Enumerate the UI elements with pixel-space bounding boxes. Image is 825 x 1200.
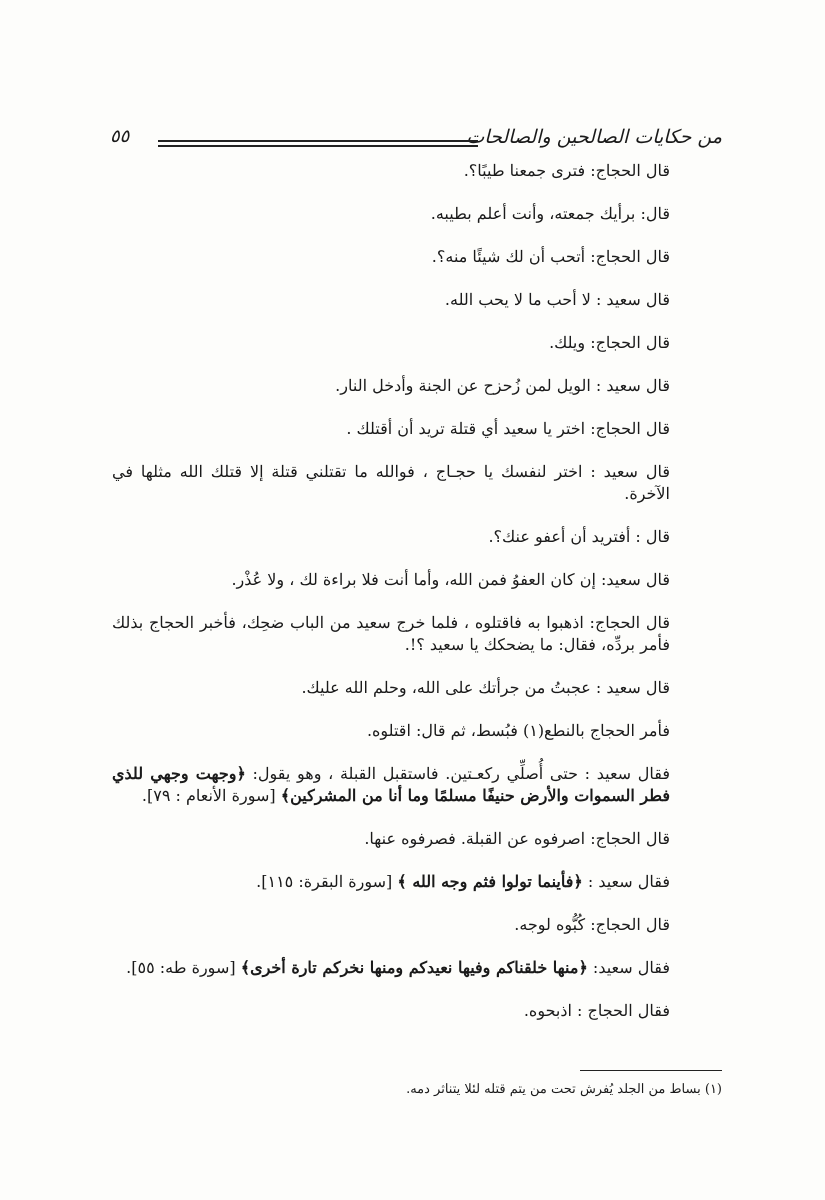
text-line: قال الحجاج: فترى جمعنا طيبًا؟. <box>463 161 670 180</box>
text-line: قال سعيد: إن كان العفوُ فمن الله، وأما أنت فلا براءة لك ، ولا عُذْر. <box>231 570 670 589</box>
page-number: ٥٥ <box>110 126 130 147</box>
text-line: قال سعيد : الويل لمن زُحزح عن الجنة وأدخل النار. <box>335 376 670 395</box>
text-paragraph: قال سعيد : اختر لنفسك يا حجـاج ، فوالله ما تقتلني قتلة إلا قتلك الله مثلها في الآخرة. <box>112 462 670 503</box>
footnote: (١) بساط من الجلد يُفرش تحت من يتم قتله لئلا يتناثر دمه. <box>406 1082 722 1097</box>
text-line: قال الحجاج: أتحب أن لك شيئًا منه؟. <box>431 247 670 266</box>
text-line: قال سعيد : عجبتُ من جرأتك على الله، وحلم الله عليك. <box>301 678 670 697</box>
page-header <box>110 120 722 160</box>
text-line: قال الحجاج: كُبُّوه لوجه. <box>514 915 670 934</box>
verse-line <box>112 957 722 979</box>
quran-quote: ﴿منها خلقناكم وفيها نعيدكم ومنها نخركم تارة أخرى﴾ <box>240 958 588 977</box>
verse-reference: [سورة الأنعام : ٧٩]. <box>141 786 276 805</box>
verse-intro: فقال سعيد: <box>592 958 670 977</box>
footnote-rule <box>580 1070 722 1071</box>
text-line: قال الحجاج: ويلك. <box>549 333 670 352</box>
header-rule <box>158 140 478 147</box>
text-line: فقال الحجاج : اذبحوه. <box>523 1001 670 1020</box>
book-title: من حكايات الصالحين والصالحات <box>466 126 722 148</box>
text-line: قال: برأيك جمعته، وأنت أعلم بطيبه. <box>430 204 670 223</box>
text-line: قال : أفتريد أن أعفو عنك؟. <box>488 527 670 546</box>
verse-intro: فقال سعيد : حتى أُصلِّي ركعـتين. فاستقبل القبلة ، وهو يقول: <box>252 764 670 783</box>
text-paragraph: قال الحجاج: اذهبوا به فاقتلوه ، فلما خرج سعيد من الباب ضحِك، فأخبر الحجاج بذلك فأمر بردِّه، فقال: ما يضحكك يا سعيد ؟!. <box>112 613 670 654</box>
quran-quote: ﴿وجهت وجهي للذي فطر السموات والأرض حنيفًا مسلمًا وما أنا من المشركين﴾ <box>112 764 670 805</box>
verse-paragraph <box>112 763 722 807</box>
body-text <box>112 160 722 1043</box>
quran-quote: ﴿فأينما تولوا فثم وجه الله ﴾ <box>397 872 583 891</box>
verse-line <box>112 871 722 893</box>
verse-reference: [سورة طه: ٥٥]. <box>126 958 236 977</box>
text-line: قال سعيد : لا أحب ما لا يحب الله. <box>444 290 670 309</box>
text-line: قال الحجاج: اختر يا سعيد أي قتلة تريد أن أقتلك . <box>346 419 670 438</box>
text-line: قال الحجاج: اصرفوه عن القبلة. فصرفوه عنها. <box>364 829 670 848</box>
verse-intro: فقال سعيد : <box>587 872 670 891</box>
text-line: فأمر الحجاج بالنطع(١) فبُسط، ثم قال: اقتلوه. <box>366 721 670 740</box>
verse-reference: [سورة البقرة: ١١٥]. <box>256 872 393 891</box>
